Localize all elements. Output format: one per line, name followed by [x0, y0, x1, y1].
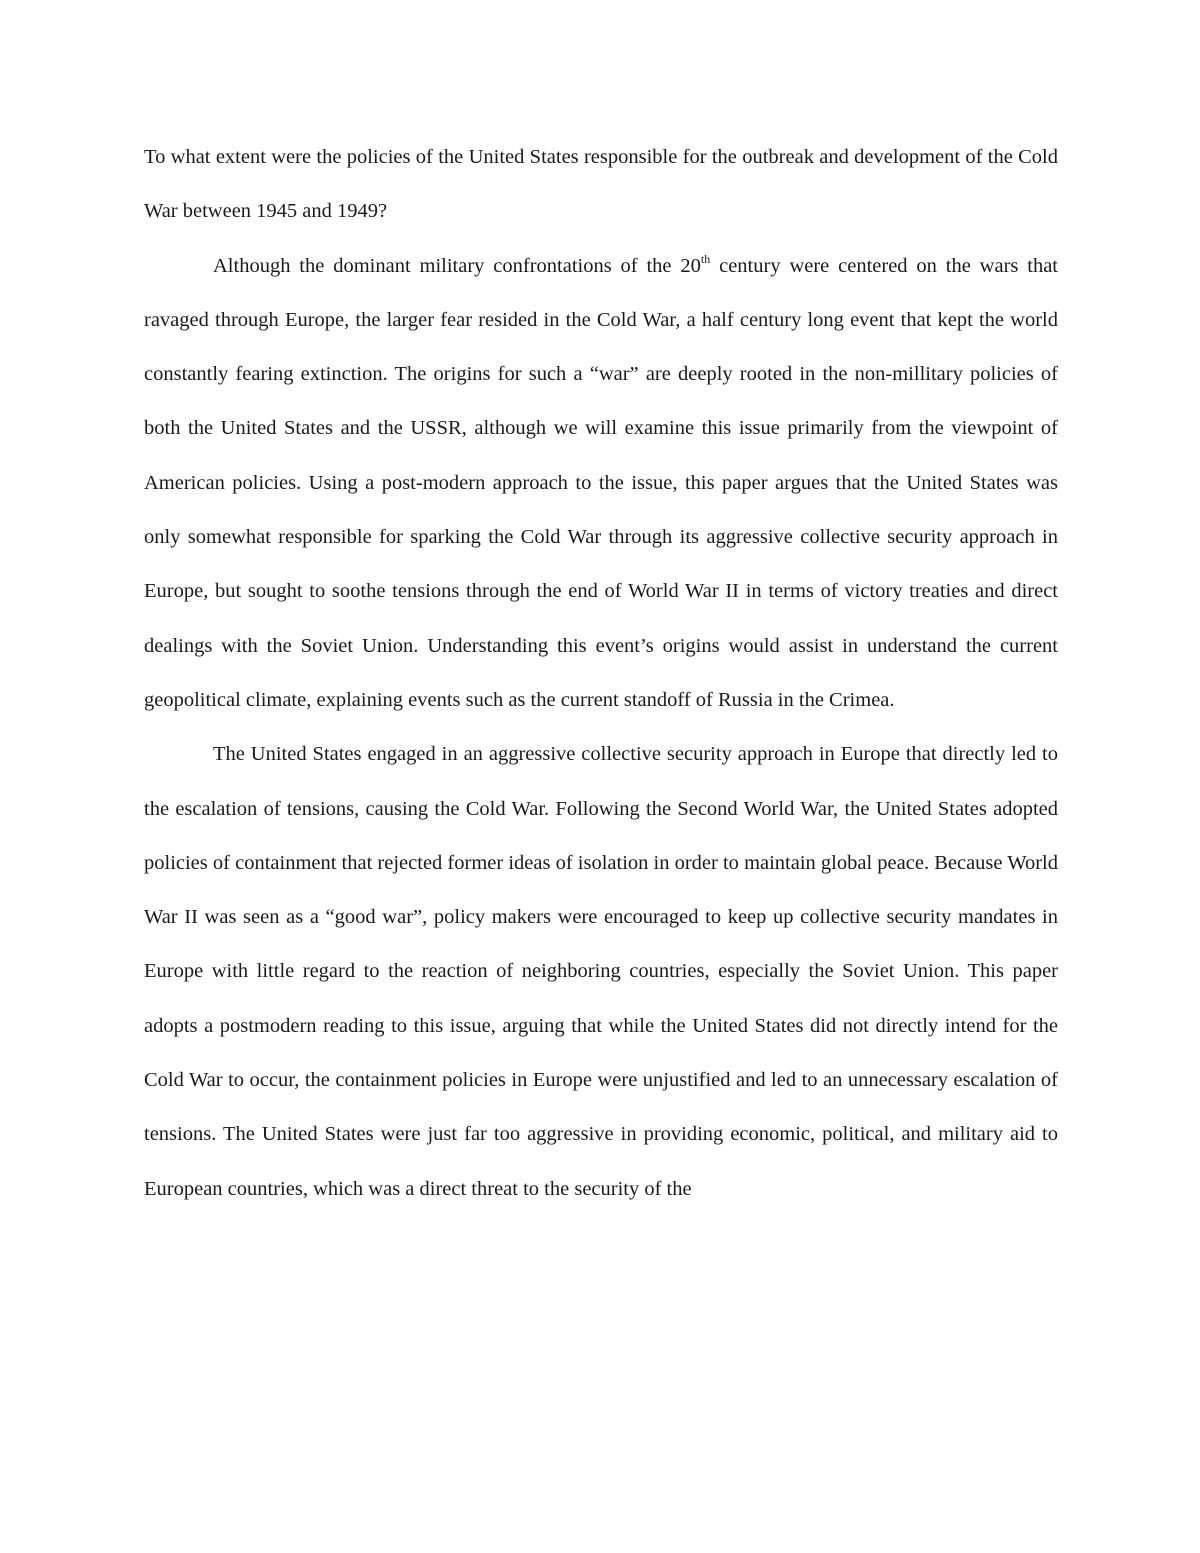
- paragraph-intro-text-start: Although the dominant military confrontations of the 20: [213, 254, 701, 277]
- paragraph-body: The United States engaged in an aggressive collective security approach in Europe that directly led to the escalation of tensions, causing the Cold War. Following the Second World War, the United States adopted policies of containment that rejected former ideas of isolation in order to maintain global peace. Because World War II was seen as a “good war”, policy makers were encouraged to keep up collective security mandates in Europe with little regard to the reaction of neighboring countries, especially the Soviet Union. This paper adopts a postmodern reading to this issue, arguing that while the United States did not directly intend for the Cold War to occur, the containment policies in Europe were unjustified and led to an unnecessary escalation of tensions. The United States were just far too aggressive in providing economic, political, and military aid to European countries, which was a direct threat to the security of the: [144, 743, 1058, 1200]
- document-body: [144, 130, 1058, 1216]
- essay-question: To what extent were the policies of the United States responsible for the outbreak and development of the Cold War between 1945 and 1949?: [144, 146, 1058, 223]
- paragraph-intro-text-rest: century were centered on the wars that ravaged through Europe, the larger fear resided in the Cold War, a half century long event that kept the world constantly fearing extinction. The origins for such a “war” are deeply rooted in the non-millitary policies of both the United States and the USSR, although we will examine this issue primarily from the viewpoint of American policies. Using a post-modern approach to the issue, this paper argues that the United States was only somewhat responsible for sparking the Cold War through its aggressive collective security approach in Europe, but sought to soothe tensions through the end of World War II in terms of victory treaties and direct dealings with the Soviet Union. Understanding this event’s origins would assist in understand the current geopolitical climate, explaining events such as the current standoff of Russia in the Crimea.: [144, 254, 1058, 711]
- paragraph-introduction: [144, 239, 1058, 728]
- ordinal-superscript: th: [700, 251, 711, 266]
